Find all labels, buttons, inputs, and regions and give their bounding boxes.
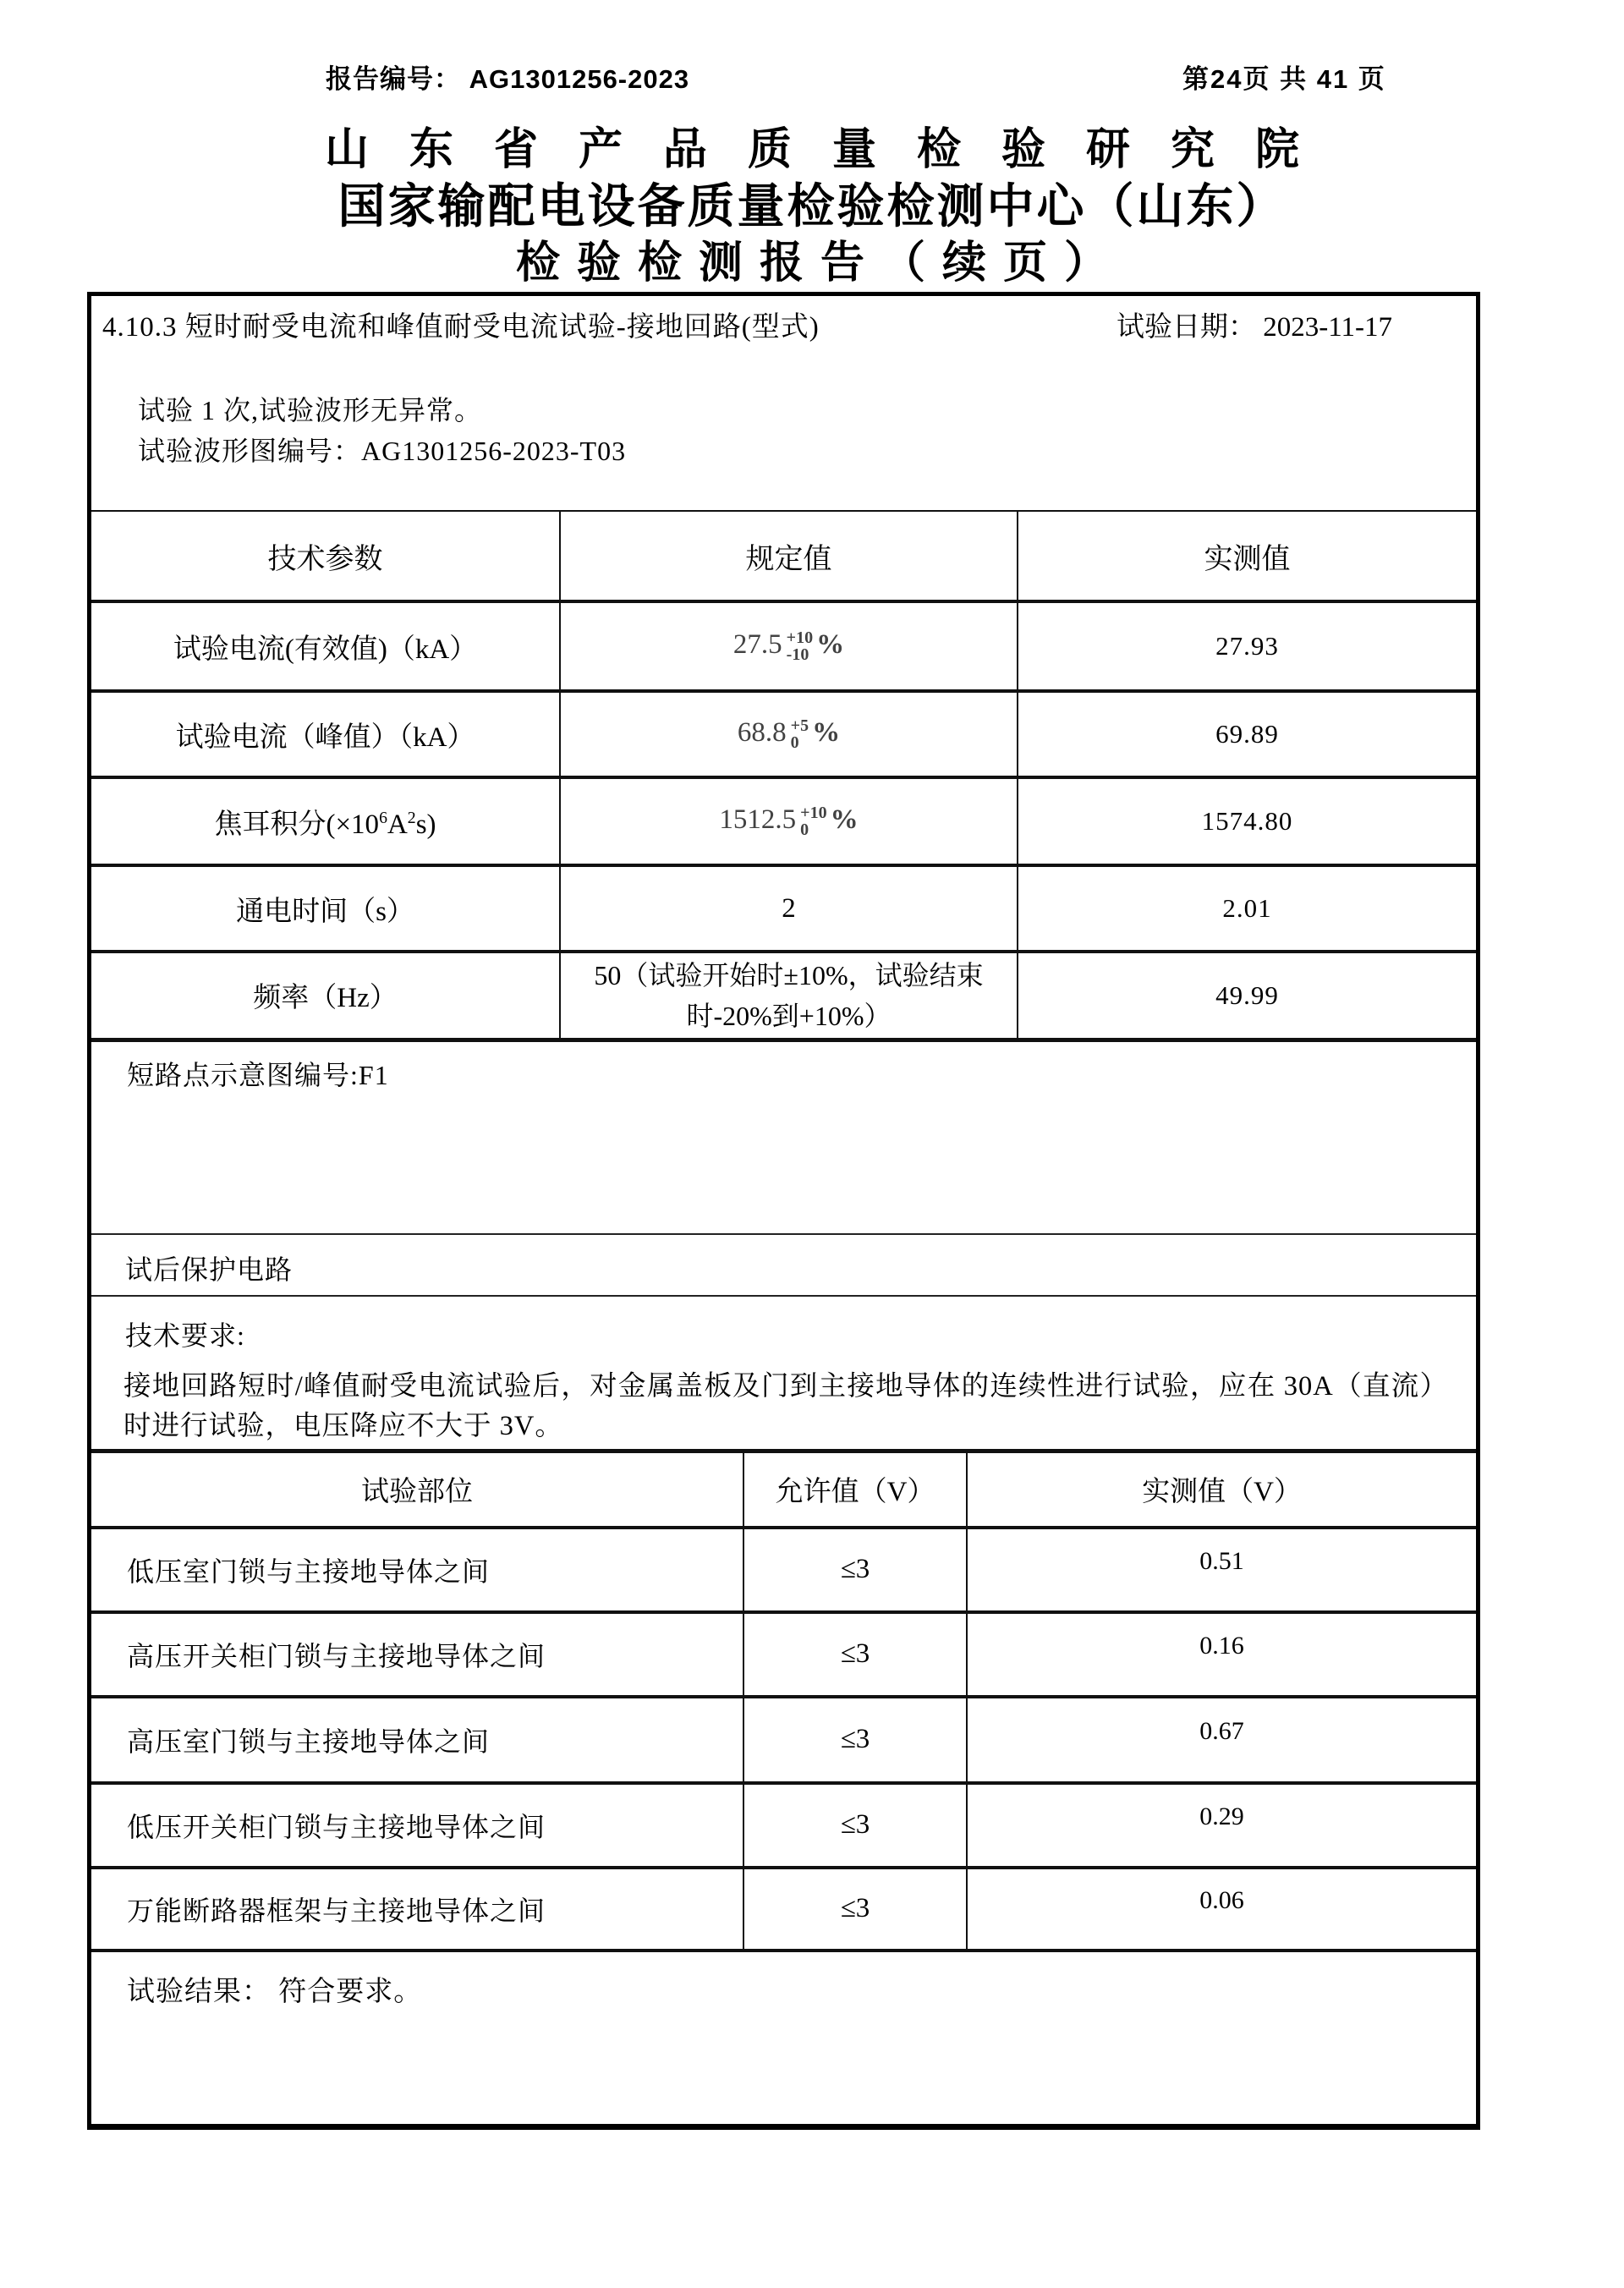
column-header: 允许值（V） — [743, 1451, 967, 1528]
table-row — [91, 865, 1476, 952]
technical-requirements-text: 接地回路短时/峰值耐受电流试验后，对金属盖板及门到主接地导体的连续性进行试验，应在 30A（直流）时进行试验，电压降应不大于 3V。 — [123, 1371, 1448, 1441]
divider-line — [91, 1233, 1476, 1235]
post-test-protection-note: 试后保护电路 — [125, 1254, 294, 1285]
test-result-label: 试验结果： — [127, 1977, 271, 2007]
part-cell: 低压开关柜门锁与主接地导体之间 — [91, 1783, 743, 1868]
measured-cell: 1574.80 — [1018, 777, 1476, 865]
title-report-type: 检验检测报告（续页） — [515, 239, 1125, 288]
allowed-cell: ≤3 — [743, 1697, 967, 1783]
tolerance-lower: 0 — [790, 733, 799, 753]
column-header: 试验部位 — [91, 1451, 743, 1528]
allowed-cell: ≤3 — [743, 1783, 967, 1868]
divider-line — [91, 1295, 1476, 1297]
table-header-row — [91, 1451, 1476, 1528]
report-number-label: 报告编号： — [326, 64, 461, 94]
table-row — [91, 691, 1476, 777]
param-cell: 通电时间（s） — [91, 865, 560, 952]
column-header: 规定值 — [560, 511, 1018, 601]
test-result-value: 符合要求。 — [278, 1977, 423, 2007]
test-result — [127, 1969, 422, 2009]
spec-cell: 1512.5 +10 0 % — [560, 777, 1018, 865]
clause-heading: 4.10.3 短时耐受电流和峰值耐受电流试验-接地回路(型式) — [102, 312, 820, 343]
measured-cell: 69.89 — [1018, 691, 1476, 777]
measured-cell: 49.99 — [1018, 952, 1476, 1040]
table-row — [91, 1612, 1476, 1697]
short-circuit-diagram-note: 短路点示意图编号:F1 — [127, 1060, 389, 1090]
waveform-number-note — [138, 430, 626, 469]
column-header: 实测值 — [1018, 511, 1476, 601]
tolerance-lower: 0 — [800, 820, 809, 840]
measured-cell: 2.01 — [1018, 865, 1476, 952]
exponent: 2 — [407, 808, 416, 827]
table-row — [91, 1783, 1476, 1868]
column-header: 实测值（V） — [967, 1451, 1476, 1528]
spec-cell: 50（试验开始时±10%，试验结束 时-20%到+10%） — [560, 952, 1018, 1040]
param-cell: 焦耳积分$(\times 10^6A^2s)$ — [91, 777, 560, 865]
table-row — [91, 1697, 1476, 1783]
spec-cell: 27.5 +10 -10 % — [560, 601, 1018, 691]
spec-cell: 2 — [560, 865, 1018, 952]
test-times-note: 试验 1 次,试验波形无异常。 — [138, 395, 483, 425]
allowed-cell: ≤3 — [743, 1612, 967, 1697]
table-row — [91, 952, 1476, 1040]
test-date — [1116, 305, 1392, 344]
title-center: 国家输配电设备质量检验检测中心（山东） — [337, 179, 1287, 233]
param-cell: 试验电流（峰值）（kA） — [91, 691, 560, 777]
measured-cell: 0.51 — [967, 1528, 1476, 1612]
parameters-table — [91, 510, 1476, 1042]
tolerance-upper: +10 — [786, 628, 814, 648]
param-cell: 频率（Hz） — [91, 952, 560, 1040]
table-row — [91, 1528, 1476, 1612]
table-row — [91, 1868, 1476, 1951]
part-cell: 高压开关柜门锁与主接地导体之间 — [91, 1612, 743, 1697]
allowed-cell: ≤3 — [743, 1868, 967, 1951]
content-box — [87, 292, 1480, 2130]
tolerance-upper: +10 — [800, 804, 827, 823]
report-number-value: AG1301256-2023 — [469, 64, 690, 94]
column-header: 技术参数 — [91, 511, 560, 601]
test-date-value: 2023-11-17 — [1263, 312, 1393, 343]
part-cell: 高压室门锁与主接地导体之间 — [91, 1697, 743, 1783]
measured-cell: 0.67 — [967, 1697, 1476, 1783]
measured-cell: 27.93 — [1018, 601, 1476, 691]
waveform-number-label: 试验波形图编号： — [138, 436, 362, 466]
continuity-table — [91, 1449, 1476, 1952]
param-cell: 试验电流(有效值)（kA） — [91, 601, 560, 691]
technical-requirements-label: 技术要求: — [125, 1320, 245, 1351]
waveform-number-value: AG1301256-2023-T03 — [361, 436, 627, 466]
page-indicator: 第24页 共 41 页 — [1182, 64, 1386, 94]
test-date-label: 试验日期： — [1116, 312, 1256, 343]
allowed-cell: ≤3 — [743, 1528, 967, 1612]
title-institution: 山东省产品质量检验研究院 — [324, 125, 1340, 174]
tolerance-upper: +5 — [790, 716, 809, 736]
table-header-row — [91, 511, 1476, 601]
exponent: 6 — [379, 808, 387, 827]
measured-cell: 0.06 — [967, 1868, 1476, 1951]
measured-cell: 0.29 — [967, 1783, 1476, 1868]
table-row — [91, 601, 1476, 691]
measured-cell: 0.16 — [967, 1612, 1476, 1697]
report-number — [326, 58, 689, 96]
tolerance-lower: -10 — [786, 645, 809, 665]
part-cell: 低压室门锁与主接地导体之间 — [91, 1528, 743, 1612]
part-cell: 万能断路器框架与主接地导体之间 — [91, 1868, 743, 1951]
table-row — [91, 777, 1476, 865]
spec-cell: 68.8 +5 0 % — [560, 691, 1018, 777]
